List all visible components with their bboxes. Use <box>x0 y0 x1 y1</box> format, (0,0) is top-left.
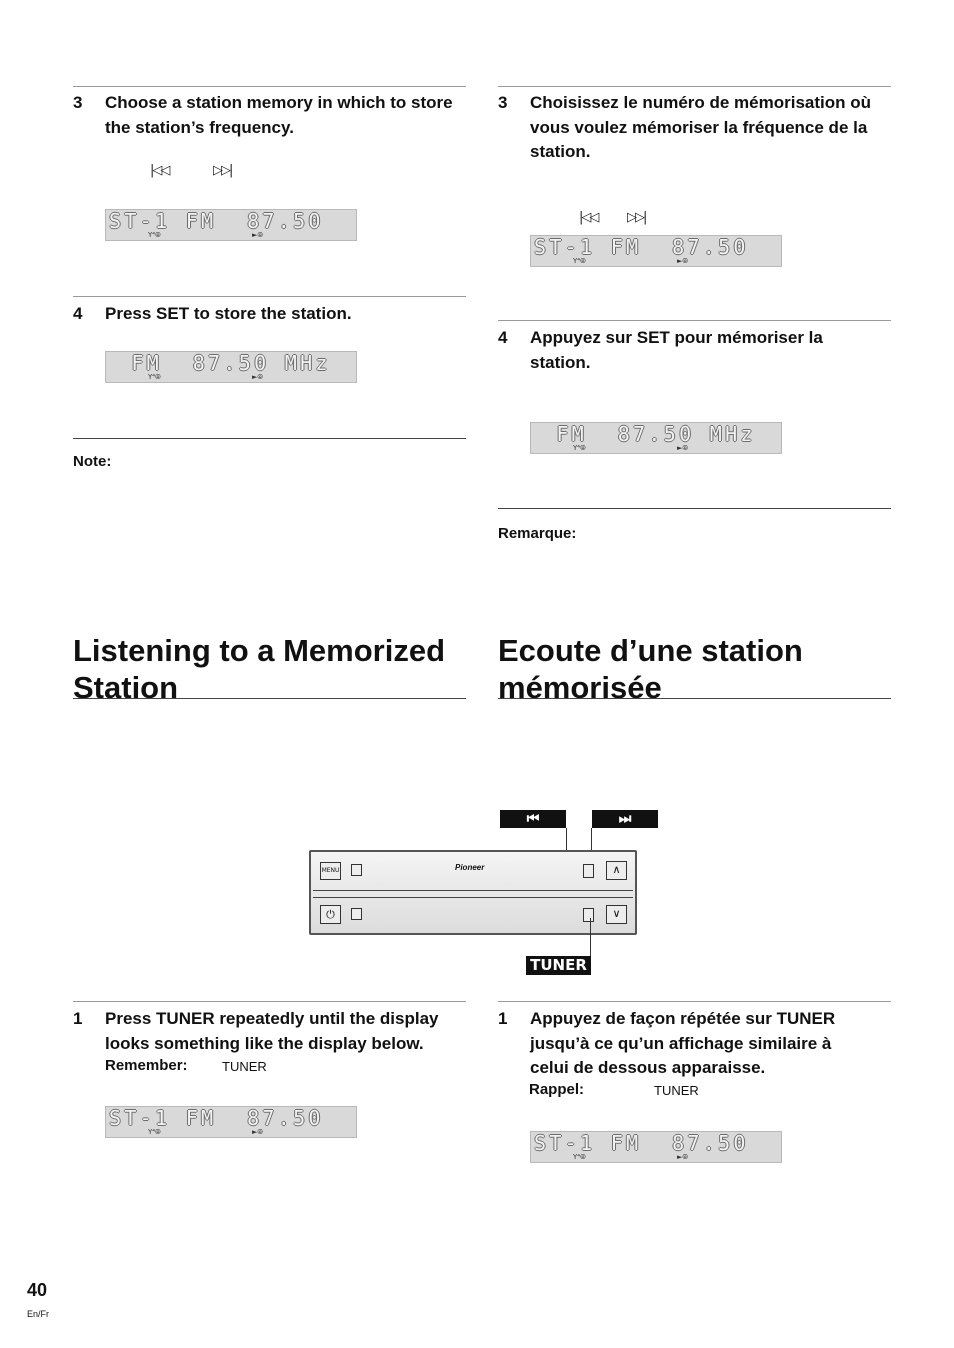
play-icon: ►⦾ <box>677 1153 688 1161</box>
prev-icon: ⏮ <box>526 811 540 827</box>
brand-logo: Pioneer <box>455 863 485 872</box>
step-number: 3 <box>498 93 508 112</box>
section-heading: Ecoute d’une station mémorisée <box>498 633 803 705</box>
lcd-text: FM 87.50 MHz <box>541 422 756 446</box>
heading-underline <box>73 698 466 699</box>
prev-icon: |◁◁ <box>579 210 598 225</box>
menu-button[interactable]: MENU <box>320 862 341 880</box>
note-label: Remarque: <box>498 525 577 542</box>
chevron-up-icon[interactable]: ∧ <box>606 861 627 880</box>
lcd-display <box>530 1131 782 1163</box>
page-number: 40 <box>27 1280 48 1300</box>
step-text: Press TUNER repeatedly until the display looks something like the display below. <box>105 1009 439 1053</box>
step-text: Press SET to store the station. <box>105 304 352 323</box>
prev-button-callout <box>500 810 566 828</box>
divider <box>498 1001 891 1002</box>
display-button[interactable] <box>351 908 362 920</box>
tuner-callout: TUNER <box>526 956 591 975</box>
prev-icon: |◁◁ <box>150 163 169 178</box>
step-number: 4 <box>498 328 508 347</box>
divider <box>73 86 466 87</box>
divider <box>498 508 891 509</box>
heading-underline <box>498 698 891 699</box>
next-icon: ▷▷| <box>627 210 646 225</box>
antenna-icon: Y⁴⦾ <box>573 444 586 452</box>
remember-value: TUNER <box>222 1059 267 1074</box>
lcd-text: ST-1 FM 87.50 <box>534 235 749 259</box>
lcd-text: ST-1 FM 87.50 <box>534 1131 749 1155</box>
device-panel <box>309 850 637 935</box>
step-text: Choisissez le numéro de mémorisation où vous voulez mémoriser la fréquence de la station. <box>530 93 872 161</box>
step-text: Appuyez sur SET pour mémoriser la station. <box>530 328 823 372</box>
play-icon: ►⦾ <box>677 257 688 265</box>
lcd-display <box>105 351 357 383</box>
antenna-icon: Y⁴⦾ <box>148 231 161 239</box>
section-heading: Listening to a Memorized Station <box>73 633 446 705</box>
antenna-icon: Y⁴⦾ <box>148 373 161 381</box>
remember-label: Remember: <box>105 1057 188 1074</box>
divider <box>73 1001 466 1002</box>
step-number: 1 <box>498 1009 508 1028</box>
divider <box>73 296 466 297</box>
remember-value: TUNER <box>654 1083 699 1098</box>
note-label: Note: <box>73 453 112 470</box>
power-icon[interactable]: ⏻ <box>320 905 341 924</box>
play-icon: ►⦾ <box>677 444 688 452</box>
step-text: Appuyez de façon répétée sur TUNER jusqu’à ce qu’un affichage similaire à celui de dessous apparaisse. <box>530 1009 836 1077</box>
lcd-text: ST-1 FM 87.50 <box>109 1106 324 1130</box>
next-icon: ⏭ <box>618 811 632 827</box>
antenna-icon: Y⁴⦾ <box>573 1153 586 1161</box>
display-strip <box>313 890 633 898</box>
antenna-icon: Y⁴⦾ <box>573 257 586 265</box>
lcd-text: FM 87.50 MHz <box>116 351 331 375</box>
lcd-display <box>105 1106 357 1138</box>
divider <box>73 438 466 439</box>
play-icon: ►⦾ <box>252 1128 263 1136</box>
next-button-callout <box>592 810 658 828</box>
lcd-display <box>105 209 357 241</box>
play-icon: ►⦾ <box>252 373 263 381</box>
step-number: 3 <box>73 93 83 112</box>
step-number: 1 <box>73 1009 83 1028</box>
remember-label: Rappel: <box>529 1081 585 1098</box>
step-text: Choose a station memory in which to store the station’s frequency. <box>105 93 453 137</box>
lcd-text: ST-1 FM 87.50 <box>109 209 324 233</box>
lcd-display <box>530 235 782 267</box>
step-number: 4 <box>73 304 83 323</box>
divider <box>498 320 891 321</box>
lcd-display <box>530 422 782 454</box>
set-button[interactable] <box>583 864 594 878</box>
next-icon: ▷▷| <box>213 163 232 178</box>
language-code: En/Fr <box>27 1309 50 1319</box>
play-icon: ►⦾ <box>252 231 263 239</box>
antenna-icon: Y⁴⦾ <box>148 1128 161 1136</box>
tuner-button[interactable] <box>583 908 594 922</box>
leader-line <box>590 918 591 958</box>
divider <box>498 86 891 87</box>
mute-button[interactable] <box>351 864 362 876</box>
chevron-down-icon[interactable]: ∨ <box>606 905 627 924</box>
